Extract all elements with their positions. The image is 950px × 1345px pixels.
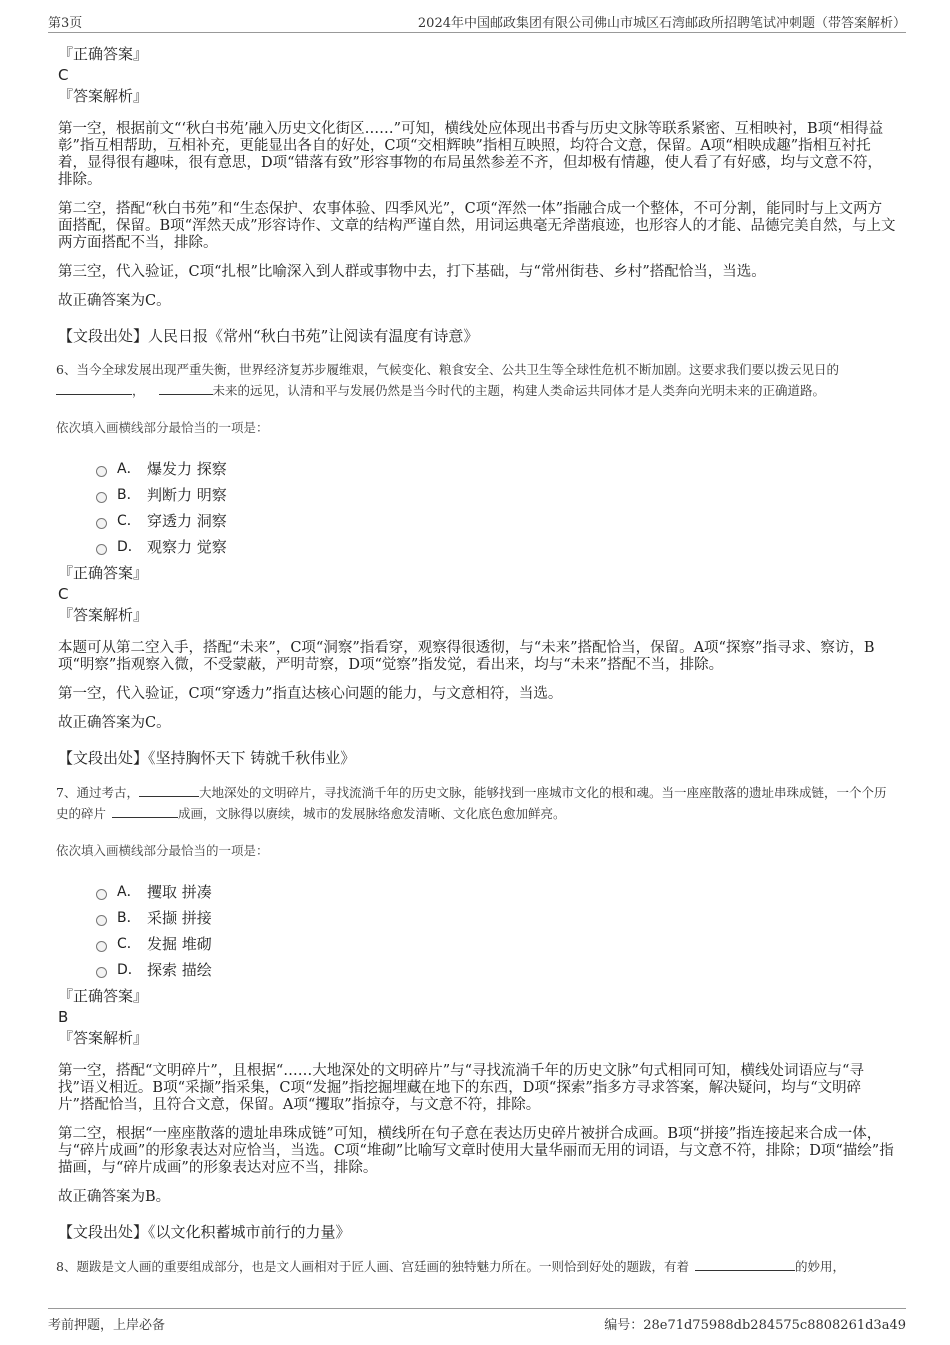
q6-analysis-label: 『答案解析』	[58, 606, 149, 624]
q5-answer: C	[58, 66, 69, 84]
q6-analysis-paragraph: 故正确答案为C。	[58, 715, 171, 731]
q6-option-d[interactable]: D． 观察力 觉察	[96, 533, 896, 559]
page-header	[48, 10, 906, 33]
q7-option-c[interactable]: C． 发掘 堆砌	[96, 930, 896, 956]
q6-analysis-paragraph: 第一空，代入验证，C项“穿透力”指直达核心问题的能力，与文意相符，当选。	[58, 686, 563, 702]
page-footer	[48, 1308, 906, 1331]
q6-answer-label: 『正确答案』	[58, 564, 149, 582]
q7-option-b[interactable]: B． 采撷 拼接	[96, 904, 896, 930]
q5-analysis-paragraph: 故正确答案为C。	[58, 293, 171, 309]
fill-blank	[159, 380, 213, 395]
q6-option-a[interactable]: A． 爆发力 探察	[96, 455, 896, 481]
radio-icon[interactable]	[96, 466, 107, 477]
page-number: 第3页	[48, 16, 83, 31]
q7-options	[96, 878, 896, 982]
fill-blank	[695, 1256, 795, 1271]
q7-question-text: 7、通过考古， 大地深处的文明碎片，寻找流淌千年的历史文脉，能够找到一座城市文化的根和魂。当一座座散落的遗址串珠成链，一个个历史的碎片 成画，文脉得以赓续，城市的发展脉络愈发清晰、文化底色愈加鲜亮。	[56, 782, 896, 824]
q7-analysis-paragraph: 第二空，根据“一座座散落的遗址串珠成链”可知，横线所在句子意在表达历史碎片被拼合成画。B项“拼接”指连接起来合成一体，与“碎片成画”的形象表达对应恰当，当选。C项“堆砌”比喻写文章时使用大量华丽而无用的词语，与文意不符，排除；D项“描绘”指描画，与“碎片成画”的形象表达对应不当，排除。	[58, 1126, 894, 1176]
q6-option-b[interactable]: B． 判断力 明察	[96, 481, 896, 507]
q7-source: 【文段出处】《以文化积蓄城市前行的力量》	[58, 1223, 351, 1241]
q6-prompt: 依次填入画横线部分最恰当的一项是：	[56, 420, 269, 435]
q7-prompt: 依次填入画横线部分最恰当的一项是：	[56, 843, 269, 858]
q5-analysis-label: 『答案解析』	[58, 87, 149, 105]
q7-answer-label: 『正确答案』	[58, 987, 149, 1005]
fill-blank	[56, 380, 132, 395]
q5-answer-label: 『正确答案』	[58, 45, 149, 63]
q7-analysis-label: 『答案解析』	[58, 1029, 149, 1047]
radio-icon[interactable]	[96, 889, 107, 900]
q8-question-text: 8、题跋是文人画的重要组成部分，也是文人画相对于匠人画、宫廷画的独特魅力所在。一则恰到好处的题跋，有着 的妙用，	[56, 1256, 896, 1277]
radio-icon[interactable]	[96, 518, 107, 529]
footer-slogan: 考前押题，上岸必备	[48, 1318, 166, 1333]
q5-analysis-paragraph: 第三空，代入验证，C项“扎根”比喻深入到人群或事物中去，打下基础，与“常州街巷、乡村”搭配恰当，当选。	[58, 264, 766, 280]
radio-icon[interactable]	[96, 915, 107, 926]
q6-analysis-paragraph: 本题可从第二空入手，搭配“未来”，C项“洞察”指看穿，观察得很透彻，与“未来”搭配恰当，保留。A项“探察”指寻求、察访，B项“明察”指观察入微，不受蒙蔽，严明苛察，D项“觉察”指发觉，看出来，均与“未来”搭配不当，排除。	[58, 640, 875, 673]
radio-icon[interactable]	[96, 941, 107, 952]
q7-answer: B	[58, 1008, 69, 1026]
q6-options	[96, 455, 896, 559]
radio-icon[interactable]	[96, 492, 107, 503]
q6-question-text: 6、当今全球发展出现严重失衡，世界经济复苏步履维艰，气候变化、粮食安全、公共卫生等全球性危机不断加剧。这要求我们要以拨云见日的 ， 未来的远见，认清和平与发展仍然是当今时代的主题，构建人类命运共同体才是人类奔向光明未来的正确道路。	[56, 362, 839, 398]
q6-answer: C	[58, 585, 69, 603]
page-content	[56, 44, 896, 1277]
q7-option-a[interactable]: A． 攫取 拼凑	[96, 878, 896, 904]
q5-analysis-paragraph: 第二空，搭配“秋白书苑”和“生态保护、农事体验、四季风光”，C项“浑然一体”指融合成一个整体，不可分割，能同时与上文两方面搭配，保留。B项“浑然天成”形容诗作、文章的结构严谨自然，用词运典毫无斧凿痕迹，也形容人的才能、品德完美自然，与上文两方面搭配不当，排除。	[58, 201, 896, 251]
fill-blank	[112, 803, 178, 818]
q6-source: 【文段出处】《坚持胸怀天下 铸就千秋伟业》	[58, 749, 356, 767]
q5-source: 【文段出处】人民日报《常州“秋白书苑”让阅读有温度有诗意》	[58, 327, 479, 345]
document-id: 编号：28e71d75988db284575c8808261d3a49	[604, 1318, 906, 1333]
radio-icon[interactable]	[96, 544, 107, 555]
q7-option-d[interactable]: D． 探索 描绘	[96, 956, 896, 982]
q7-analysis-paragraph: 故正确答案为B。	[58, 1189, 171, 1205]
radio-icon[interactable]	[96, 967, 107, 978]
fill-blank	[139, 782, 199, 797]
q6-option-c[interactable]: C． 穿透力 洞察	[96, 507, 896, 533]
q5-analysis-paragraph: 第一空，根据前文“‘秋白书苑’融入历史文化街区……”可知，横线处应体现出书香与历史文脉等联系紧密、互相映衬，B项“相得益彰”指互相帮助，互相补充，更能显出各自的好处，C项“交相辉映”指相互映照，均符合文意，保留。A项“相映成趣”指相互衬托着，显得很有趣味，很有意思，D项“错落有致”形容事物的布局虽然参差不齐，但却极有情趣，使人看了有好感，均与文意不符，排除。	[58, 121, 884, 188]
document-title: 2024年中国邮政集团有限公司佛山市城区石湾邮政所招聘笔试冲刺题（带答案解析）	[417, 16, 906, 31]
q7-analysis-paragraph: 第一空，搭配“文明碎片”，且根据“……大地深处的文明碎片”与“寻找流淌千年的历史文脉”句式相同可知，横线处词语应与“寻找”语义相近。B项“采撷”指采集，C项“发掘”指挖掘埋藏在地下的东西，D项“探索”指多方寻求答案，解决疑问，均与“文明碎片”搭配恰当，且符合文意，保留。A项“攫取”指掠夺，与文意不符，排除。	[58, 1063, 864, 1113]
